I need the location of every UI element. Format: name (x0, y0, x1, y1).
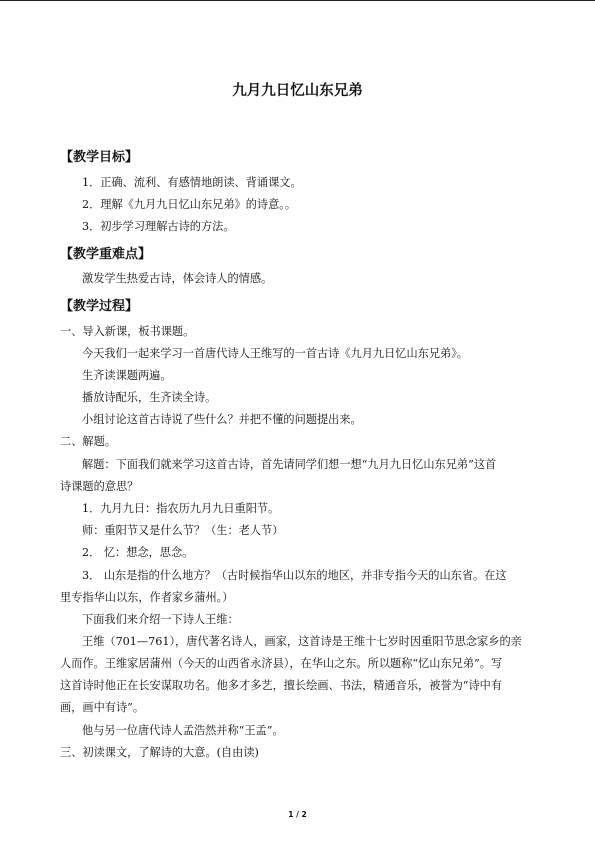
process-line: 二、解题。 (60, 435, 116, 448)
top-rule (0, 0, 595, 1)
process-line: 一、导入新课，板书课题。 (60, 325, 195, 338)
process-line: 里专指华山以东，作者家乡蒲州。） (60, 591, 234, 604)
process-line: 播放诗配乐，生齐读全诗。 (82, 391, 217, 404)
goal-item: 1．正确、流利、有感情地朗读、背诵课文。 (82, 176, 302, 189)
process-line: 生齐读课题两遍。 (82, 369, 172, 382)
page-title: 九月九日忆山东兄弟 (232, 83, 363, 99)
goal-item: 3．初步学习理解古诗的方法。 (82, 220, 235, 233)
process-line: 解题：下面我们就来学习这首古诗，首先请同学们想一想“九月九日忆山东兄弟”这首 (82, 458, 497, 471)
process-line: 这首诗时他正在长安谋取功名。他多才多艺，擅长绘画、书法，精通音乐，被誉为“诗中有 (60, 679, 503, 692)
page-number: 1 / 2 (288, 810, 307, 819)
process-heading: 【教学过程】 (60, 299, 139, 314)
process-line: 师：重阳节又是什么节？（生：老人节） (82, 524, 284, 537)
key-points-text: 激发学生热爱古诗，体会诗人的情感。 (82, 272, 273, 285)
process-line: 诗课题的意思？ (60, 480, 139, 493)
process-line: 2． 忆：想念，思念。 (82, 546, 194, 559)
key-points-heading: 【教学重难点】 (60, 247, 152, 262)
process-line: 下面我们来介绍一下诗人王维： (82, 613, 239, 626)
process-line: 他与另一位唐代诗人孟浩然并称“王孟”。 (82, 724, 284, 737)
process-line: 王维（701—761），唐代著名诗人，画家，这首诗是王维十七岁时因重阳节思念家乡的亲 (82, 635, 522, 648)
process-line: 1．九月九日：指农历九月九日重阳节。 (82, 502, 280, 515)
process-line: 今天我们一起来学习一首唐代诗人王维写的一首古诗《九月九日忆山东兄弟》。 (82, 347, 468, 360)
goal-item: 2．理解《九月九日忆山东兄弟》的诗意。。 (82, 198, 297, 211)
process-line: 三、初读课文，了解诗的大意。(自由读) (60, 746, 259, 759)
process-line: 人而作。王维家居蒲州（今天的山西省永济县），在华山之东。所以题称“忆山东兄弟”。写 (60, 657, 503, 670)
process-line: 小组讨论这首古诗说了些什么？并把不懂的问题提出来。 (82, 413, 362, 426)
goals-heading: 【教学目标】 (60, 150, 139, 165)
process-line: 画，画中有诗”。 (60, 701, 145, 714)
process-line: 3． 山东是指的什么地方？（古时候指华山以东的地区，并非专指今天的山东省。在这 (82, 569, 507, 582)
